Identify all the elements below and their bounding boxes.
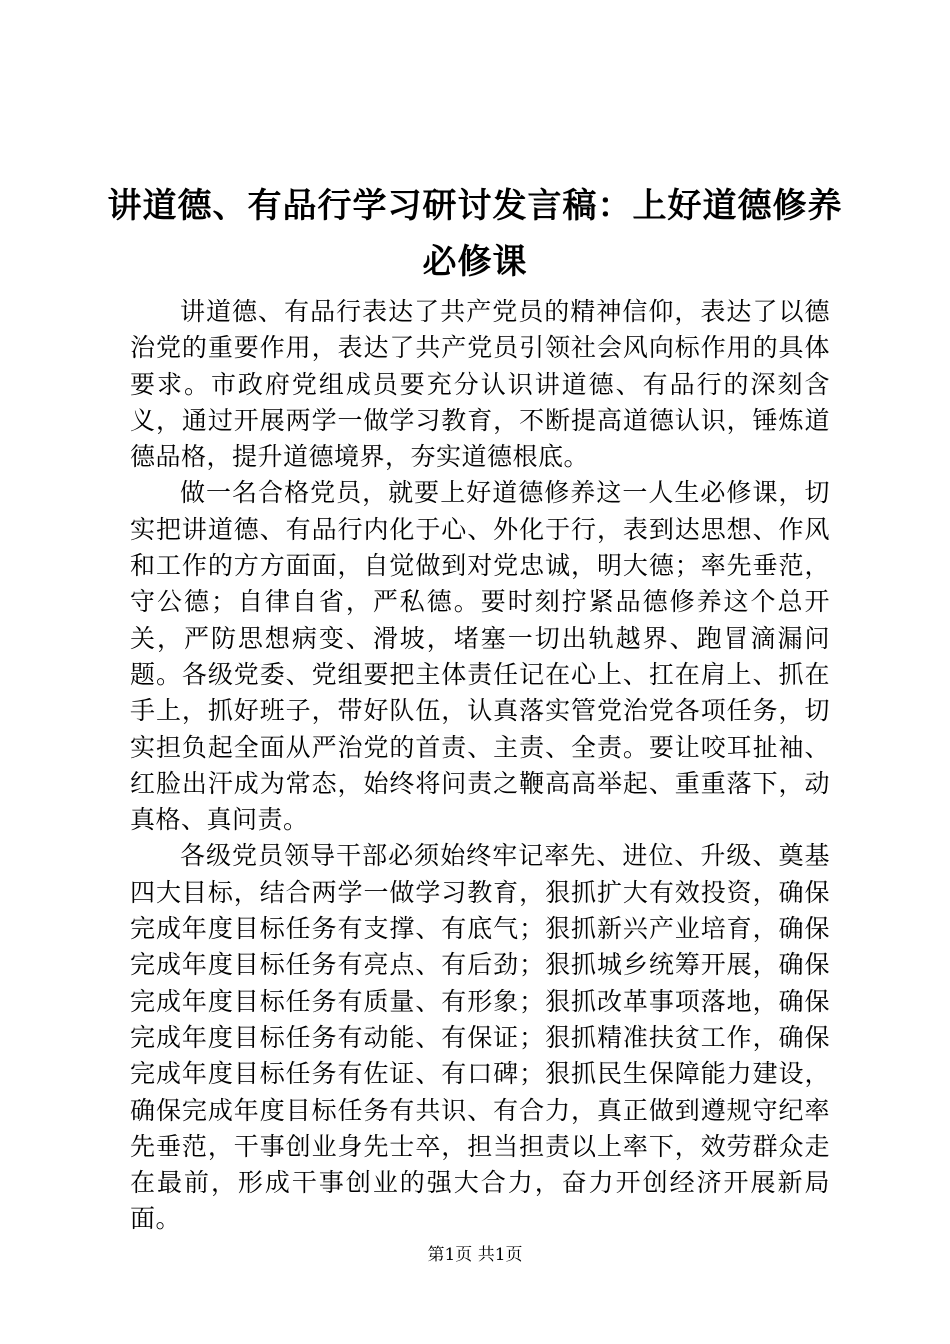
- document-title: 讲道德、有品行学习研讨发言稿：上好道德修养必修课: [107, 186, 843, 282]
- page-number-footer: 第1页 共1页: [427, 1245, 523, 1265]
- document-body: [130, 294, 830, 1238]
- body-paragraph: 各级党员领导干部必须始终牢记率先、进位、升级、奠基四大目标，结合两学一做学习教育，狠抓扩大有效投资，确保完成年度目标任务有支撑、有底气；狠抓新兴产业培育，确保完成年度目标任务有亮点、有后劲；狠抓城乡统筹开展，确保完成年度目标任务有质量、有形象；狠抓改革事项落地，确保完成年度目标任务有动能、有保证；狠抓精准扶贫工作，确保完成年度目标任务有佐证、有口碑；狠抓民生保障能力建设，确保完成年度目标任务有共识、有合力，真正做到遵规守纪率先垂范，干事创业身先士卒，担当担责以上率下，效劳群众走在最前，形成干事创业的强大合力，奋力开创经济开展新局面。: [130, 841, 830, 1234]
- body-paragraph: 做一名合格党员，就要上好道德修养这一人生必修课，切实把讲道德、有品行内化于心、外化于行，表到达思想、作风和工作的方方面面，自觉做到对党忠诚，明大德；率先垂范，守公德；自律自省，严私德。要时刻拧紧品德修养这个总开关，严防思想病变、滑坡，堵塞一切出轨越界、跑冒滴漏问题。各级党委、党组要把主体责任记在心上、扛在肩上、抓在手上，抓好班子，带好队伍，认真落实管党治党各项任务，切实担负起全面从严治党的首责、主责、全责。要让咬耳扯袖、红脸出汗成为常态，始终将问责之鞭高高举起、重重落下，动真格、真问责。: [130, 478, 830, 835]
- body-paragraph: 讲道德、有品行表达了共产党员的精神信仰，表达了以德治党的重要作用，表达了共产党员引领社会风向标作用的具体要求。市政府党组成员要充分认识讲道德、有品行的深刻含义，通过开展两学一做学习教育，不断提高道德认识，锤炼道德品格，提升道德境界，夯实道德根底。: [130, 297, 830, 472]
